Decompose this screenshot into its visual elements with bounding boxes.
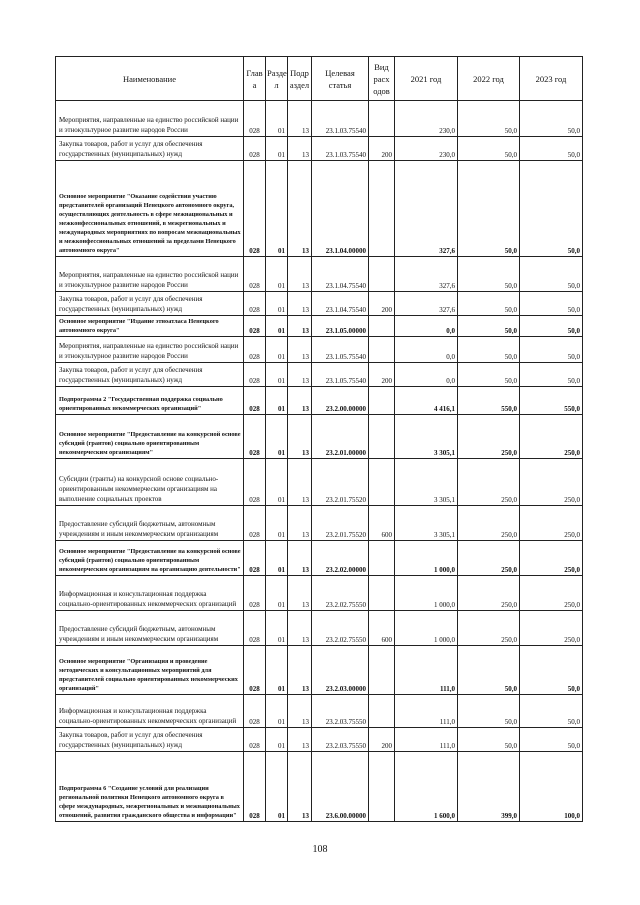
header-glava: Глав а xyxy=(244,57,266,101)
cell-glava: 028 xyxy=(244,363,266,387)
cell-target: 23.2.01.75520 xyxy=(312,459,369,506)
cell-vid xyxy=(369,387,395,415)
cell-y2021: 111,0 xyxy=(395,728,458,752)
table-row xyxy=(56,316,583,337)
cell-glava: 028 xyxy=(244,695,266,728)
cell-razdel: 01 xyxy=(266,695,288,728)
cell-y2021: 1 000,0 xyxy=(395,576,458,611)
cell-podrazdel: 13 xyxy=(288,292,312,316)
cell-y2023: 50,0 xyxy=(520,101,583,137)
table-row xyxy=(56,695,583,728)
cell-glava: 028 xyxy=(244,506,266,541)
cell-y2022: 50,0 xyxy=(458,363,520,387)
cell-y2022: 50,0 xyxy=(458,316,520,337)
table-row xyxy=(56,506,583,541)
cell-podrazdel: 13 xyxy=(288,646,312,695)
cell-y2022: 50,0 xyxy=(458,695,520,728)
cell-razdel: 01 xyxy=(266,316,288,337)
cell-name: Основное мероприятие "Оказание содействия участию представителей организаций Ненецкого автономного округа, осуществляющих деятельность в сфере межнациональных и межконфессиональных отношений, в межрегиональных и международных мероприятиях по вопросам межнациональных и межконфессиональных отношений за пределами Ненецкого автономного округа" xyxy=(56,161,244,257)
cell-vid xyxy=(369,257,395,292)
cell-name: Закупка товаров, работ и услуг для обеспечения государственных (муниципальных) нужд xyxy=(56,728,244,752)
cell-name: Мероприятия, направленные на единство российской нации и этнокультурное развитие народов России xyxy=(56,337,244,363)
cell-y2021: 1 600,0 xyxy=(395,752,458,822)
cell-vid xyxy=(369,576,395,611)
cell-vid: 200 xyxy=(369,728,395,752)
cell-y2021: 327,6 xyxy=(395,292,458,316)
cell-glava: 028 xyxy=(244,541,266,576)
cell-target: 23.1.05.75540 xyxy=(312,363,369,387)
table-row xyxy=(56,337,583,363)
cell-y2021: 0,0 xyxy=(395,337,458,363)
cell-podrazdel: 13 xyxy=(288,415,312,459)
cell-podrazdel: 13 xyxy=(288,459,312,506)
header-vid: Вид расх одов xyxy=(369,57,395,101)
table-row xyxy=(56,728,583,752)
cell-razdel: 01 xyxy=(266,728,288,752)
cell-glava: 028 xyxy=(244,646,266,695)
cell-vid xyxy=(369,415,395,459)
cell-y2021: 3 305,1 xyxy=(395,459,458,506)
cell-target: 23.2.01.00000 xyxy=(312,415,369,459)
cell-target: 23.1.05.75540 xyxy=(312,337,369,363)
cell-name: Основное мероприятие "Предоставление на конкурсной основе субсидий (грантов) социально ориентированным некоммерческим организациям на организацию деятельности" xyxy=(56,541,244,576)
header-name: Наименование xyxy=(56,57,244,101)
cell-y2023: 50,0 xyxy=(520,257,583,292)
cell-vid xyxy=(369,541,395,576)
cell-target: 23.2.01.75520 xyxy=(312,506,369,541)
cell-glava: 028 xyxy=(244,752,266,822)
cell-y2022: 250,0 xyxy=(458,541,520,576)
cell-name: Подпрограмма 6 "Создание условий для реализации региональной политики Ненецкого автономного округа в сфере международных, межрегиональных и межнациональных отношений, развития гражданского общества и информации" xyxy=(56,752,244,822)
cell-vid xyxy=(369,646,395,695)
cell-razdel: 01 xyxy=(266,646,288,695)
table-body xyxy=(56,101,583,822)
header-podrazdel: Подр аздел xyxy=(288,57,312,101)
cell-vid xyxy=(369,695,395,728)
cell-target: 23.2.00.00000 xyxy=(312,387,369,415)
cell-glava: 028 xyxy=(244,316,266,337)
cell-y2021: 3 305,1 xyxy=(395,506,458,541)
cell-target: 23.2.02.75550 xyxy=(312,576,369,611)
cell-y2021: 0,0 xyxy=(395,363,458,387)
cell-razdel: 01 xyxy=(266,752,288,822)
table-row xyxy=(56,576,583,611)
cell-name: Подпрограмма 2 "Государственная поддержка социально ориентированных некоммерческих организаций" xyxy=(56,387,244,415)
cell-name: Информационная и консультационная поддержка социально-ориентированных некоммерческих организаций xyxy=(56,695,244,728)
cell-y2023: 50,0 xyxy=(520,695,583,728)
cell-target: 23.2.02.00000 xyxy=(312,541,369,576)
cell-podrazdel: 13 xyxy=(288,257,312,292)
cell-vid: 200 xyxy=(369,292,395,316)
cell-target: 23.1.04.75540 xyxy=(312,292,369,316)
cell-podrazdel: 13 xyxy=(288,363,312,387)
cell-glava: 028 xyxy=(244,137,266,161)
cell-vid: 600 xyxy=(369,506,395,541)
cell-glava: 028 xyxy=(244,257,266,292)
cell-y2022: 50,0 xyxy=(458,337,520,363)
cell-vid xyxy=(369,459,395,506)
cell-razdel: 01 xyxy=(266,387,288,415)
cell-glava: 028 xyxy=(244,337,266,363)
cell-target: 23.2.03.75550 xyxy=(312,728,369,752)
cell-name: Мероприятия, направленные на единство российской нации и этнокультурное развитие народов России xyxy=(56,257,244,292)
cell-razdel: 01 xyxy=(266,101,288,137)
cell-razdel: 01 xyxy=(266,506,288,541)
cell-y2023: 250,0 xyxy=(520,541,583,576)
cell-y2021: 327,6 xyxy=(395,161,458,257)
cell-podrazdel: 13 xyxy=(288,611,312,646)
cell-podrazdel: 13 xyxy=(288,387,312,415)
table-row xyxy=(56,101,583,137)
cell-glava: 028 xyxy=(244,101,266,137)
header-razdel: Разде л xyxy=(266,57,288,101)
cell-target: 23.2.03.75550 xyxy=(312,695,369,728)
header-2022: 2022 год xyxy=(458,57,520,101)
cell-razdel: 01 xyxy=(266,415,288,459)
table-row xyxy=(56,137,583,161)
table-row xyxy=(56,415,583,459)
table-row xyxy=(56,257,583,292)
cell-name: Предоставление субсидий бюджетным, автономным учреждениям и иным некоммерческим организациям xyxy=(56,506,244,541)
cell-y2021: 3 305,1 xyxy=(395,415,458,459)
cell-y2022: 250,0 xyxy=(458,576,520,611)
cell-vid xyxy=(369,316,395,337)
cell-y2022: 250,0 xyxy=(458,506,520,541)
table-row xyxy=(56,752,583,822)
cell-y2021: 111,0 xyxy=(395,695,458,728)
cell-y2022: 50,0 xyxy=(458,137,520,161)
cell-y2022: 50,0 xyxy=(458,728,520,752)
cell-y2021: 111,0 xyxy=(395,646,458,695)
cell-y2022: 399,0 xyxy=(458,752,520,822)
cell-podrazdel: 13 xyxy=(288,137,312,161)
cell-podrazdel: 13 xyxy=(288,101,312,137)
cell-target: 23.1.04.00000 xyxy=(312,161,369,257)
budget-table xyxy=(55,56,583,822)
cell-razdel: 01 xyxy=(266,337,288,363)
cell-name: Субсидии (гранты) на конкурсной основе социально-ориентированным некоммерческим организациям на выполнение социальных проектов xyxy=(56,459,244,506)
cell-y2021: 4 416,1 xyxy=(395,387,458,415)
cell-name: Закупка товаров, работ и услуг для обеспечения государственных (муниципальных) нужд xyxy=(56,292,244,316)
cell-razdel: 01 xyxy=(266,459,288,506)
cell-y2022: 250,0 xyxy=(458,415,520,459)
cell-y2023: 50,0 xyxy=(520,161,583,257)
cell-y2022: 50,0 xyxy=(458,101,520,137)
cell-vid xyxy=(369,161,395,257)
cell-podrazdel: 13 xyxy=(288,161,312,257)
header-2021: 2021 год xyxy=(395,57,458,101)
cell-vid: 200 xyxy=(369,363,395,387)
table-row xyxy=(56,541,583,576)
cell-name: Основное мероприятие "Издание этноатласа Ненецкого автономного округа" xyxy=(56,316,244,337)
table-row xyxy=(56,161,583,257)
cell-podrazdel: 13 xyxy=(288,576,312,611)
cell-y2021: 1 000,0 xyxy=(395,541,458,576)
cell-y2023: 50,0 xyxy=(520,316,583,337)
cell-podrazdel: 13 xyxy=(288,337,312,363)
cell-vid xyxy=(369,752,395,822)
table-row xyxy=(56,387,583,415)
cell-y2023: 50,0 xyxy=(520,646,583,695)
cell-y2021: 230,0 xyxy=(395,101,458,137)
cell-name: Информационная и консультационная поддержка социально-ориентированных некоммерческих организаций xyxy=(56,576,244,611)
cell-razdel: 01 xyxy=(266,576,288,611)
cell-vid: 600 xyxy=(369,611,395,646)
cell-y2023: 50,0 xyxy=(520,363,583,387)
cell-y2021: 1 000,0 xyxy=(395,611,458,646)
cell-y2022: 50,0 xyxy=(458,161,520,257)
cell-name: Мероприятия, направленные на единство российской нации и этнокультурное развитие народов России xyxy=(56,101,244,137)
cell-y2023: 250,0 xyxy=(520,576,583,611)
cell-y2023: 50,0 xyxy=(520,337,583,363)
cell-y2023: 50,0 xyxy=(520,137,583,161)
cell-target: 23.1.04.75540 xyxy=(312,257,369,292)
cell-y2023: 250,0 xyxy=(520,611,583,646)
cell-y2022: 50,0 xyxy=(458,292,520,316)
table-row xyxy=(56,646,583,695)
cell-y2022: 50,0 xyxy=(458,257,520,292)
page-number: 108 xyxy=(312,844,328,855)
cell-target: 23.1.03.75540 xyxy=(312,101,369,137)
cell-y2023: 50,0 xyxy=(520,292,583,316)
cell-y2023: 550,0 xyxy=(520,387,583,415)
cell-y2022: 50,0 xyxy=(458,646,520,695)
cell-target: 23.2.03.00000 xyxy=(312,646,369,695)
cell-glava: 028 xyxy=(244,459,266,506)
cell-y2021: 230,0 xyxy=(395,137,458,161)
cell-name: Закупка товаров, работ и услуг для обеспечения государственных (муниципальных) нужд xyxy=(56,363,244,387)
cell-vid: 200 xyxy=(369,137,395,161)
cell-name: Закупка товаров, работ и услуг для обеспечения государственных (муниципальных) нужд xyxy=(56,137,244,161)
cell-glava: 028 xyxy=(244,387,266,415)
header-target: Целевая статья xyxy=(312,57,369,101)
cell-razdel: 01 xyxy=(266,137,288,161)
cell-name: Основное мероприятие "Предоставление на конкурсной основе субсидий (грантов) социально ориентированным некоммерческим организациям" xyxy=(56,415,244,459)
cell-y2022: 550,0 xyxy=(458,387,520,415)
cell-target: 23.1.05.00000 xyxy=(312,316,369,337)
cell-target: 23.6.00.00000 xyxy=(312,752,369,822)
cell-podrazdel: 13 xyxy=(288,728,312,752)
cell-razdel: 01 xyxy=(266,257,288,292)
cell-razdel: 01 xyxy=(266,161,288,257)
table-row xyxy=(56,363,583,387)
table-header-row xyxy=(56,57,583,101)
cell-y2023: 250,0 xyxy=(520,459,583,506)
budget-table-page xyxy=(55,56,582,822)
cell-razdel: 01 xyxy=(266,363,288,387)
cell-y2022: 250,0 xyxy=(458,611,520,646)
cell-glava: 028 xyxy=(244,415,266,459)
cell-glava: 028 xyxy=(244,292,266,316)
cell-target: 23.2.02.75550 xyxy=(312,611,369,646)
cell-y2023: 50,0 xyxy=(520,728,583,752)
cell-y2023: 250,0 xyxy=(520,415,583,459)
cell-podrazdel: 13 xyxy=(288,695,312,728)
cell-glava: 028 xyxy=(244,576,266,611)
cell-y2021: 0,0 xyxy=(395,316,458,337)
cell-razdel: 01 xyxy=(266,611,288,646)
table-row xyxy=(56,611,583,646)
cell-razdel: 01 xyxy=(266,292,288,316)
cell-podrazdel: 13 xyxy=(288,316,312,337)
table-row xyxy=(56,459,583,506)
cell-glava: 028 xyxy=(244,728,266,752)
header-2023: 2023 год xyxy=(520,57,583,101)
cell-y2021: 327,6 xyxy=(395,257,458,292)
cell-razdel: 01 xyxy=(266,541,288,576)
cell-vid xyxy=(369,337,395,363)
cell-name: Основное мероприятие "Организация и проведение методических и консультационных мероприятий для представителей социально ориентированных некоммерческих организаций" xyxy=(56,646,244,695)
cell-y2023: 250,0 xyxy=(520,506,583,541)
cell-podrazdel: 13 xyxy=(288,506,312,541)
cell-glava: 028 xyxy=(244,611,266,646)
cell-podrazdel: 13 xyxy=(288,541,312,576)
table-row xyxy=(56,292,583,316)
cell-name: Предоставление субсидий бюджетным, автономным учреждениям и иным некоммерческим организациям xyxy=(56,611,244,646)
cell-y2023: 100,0 xyxy=(520,752,583,822)
cell-y2022: 250,0 xyxy=(458,459,520,506)
cell-glava: 028 xyxy=(244,161,266,257)
cell-target: 23.1.03.75540 xyxy=(312,137,369,161)
cell-podrazdel: 13 xyxy=(288,752,312,822)
cell-vid xyxy=(369,101,395,137)
